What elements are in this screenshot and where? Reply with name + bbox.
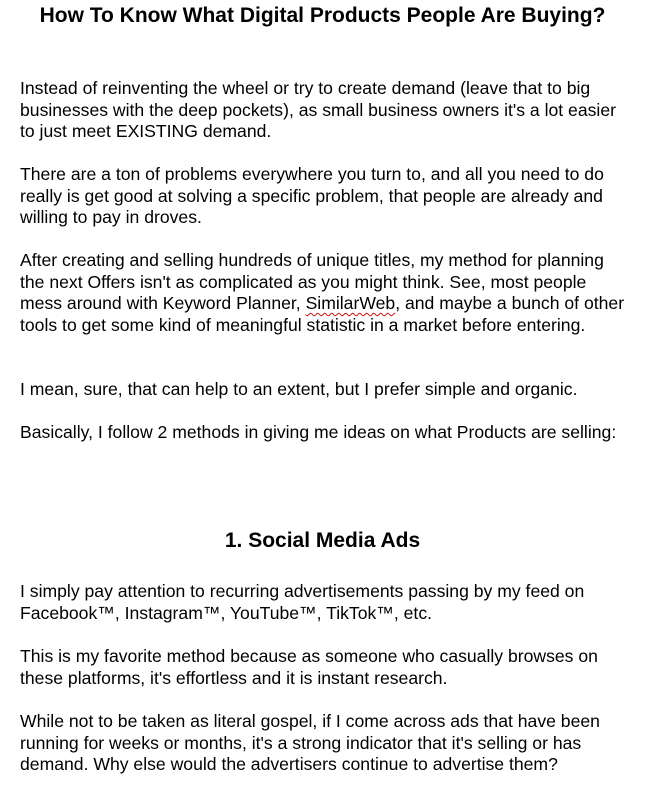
paragraph-favorite-method: This is my favorite method because as someone who casually browses on these platforms, it's effortless and it is instant research.	[20, 646, 598, 688]
paragraph-method-text-before: After creating and selling hundreds of unique titles, my method for planning the next Offers isn't as complicated as you might think. See, most people mess around with Keyword Planner,	[20, 250, 604, 313]
paragraph-recurring-ads: I simply pay attention to recurring advertisements passing by my feed on Facebook™, Instagram™, YouTube™, TikTok™, etc.	[20, 581, 585, 623]
document-page	[20, 0, 625, 774]
paragraph-method-text-after: , and maybe a bunch of other tools to get some kind of meaningful statistic in a market before entering.	[20, 293, 625, 335]
paragraph-methods-intro: Basically, I follow 2 methods in giving me ideas on what Products are selling:	[20, 422, 617, 442]
paragraph-problems: There are a ton of problems everywhere you turn to, and all you need to do really is get good at solving a specific problem, that people are already and willing to pay in droves.	[20, 164, 604, 227]
section-heading: 1. Social Media Ads	[224, 529, 421, 553]
paragraph-intro: Instead of reinventing the wheel or try to create demand (leave that to big businesses with the deep pockets), as small business owners it's a lot easier to just meet EXISTING demand.	[20, 78, 616, 141]
paragraph-ads-indicator: While not to be taken as literal gospel, if I come across ads that have been running for weeks or months, it's a strong indicator that it's selling or has demand. Why else would the advertisers continue to advertise them?	[20, 711, 600, 774]
document-title: How To Know What Digital Products People Are Buying?	[39, 4, 606, 27]
spellcheck-flagged-word[interactable]: SimilarWeb	[305, 293, 396, 313]
paragraph-method	[20, 250, 625, 336]
paragraph-preference: I mean, sure, that can help to an extent, but I prefer simple and organic.	[20, 379, 578, 399]
